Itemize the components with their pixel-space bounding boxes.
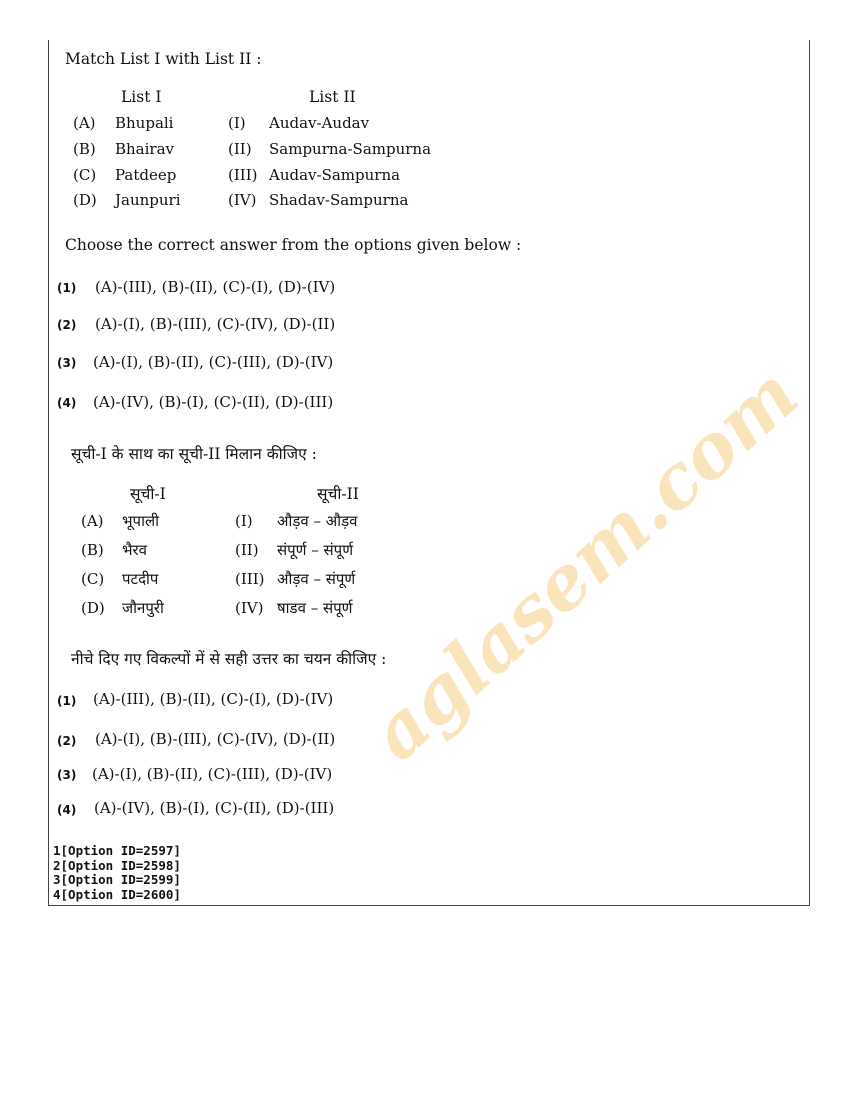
option-text: (A)-(IV), (B)-(I), (C)-(II), (D)-(III) (94, 799, 335, 817)
option-id-list (53, 844, 181, 902)
english-row-value: Audav-Sampurna (269, 166, 401, 184)
hindi-list2-header: सूची-II (317, 485, 359, 503)
hindi-row-key: (B) (81, 541, 104, 559)
option-text: (A)-(III), (B)-(II), (C)-(I), (D)-(IV) (95, 278, 336, 296)
english-row-key: (B) (73, 140, 96, 158)
hindi-list1-header: सूची-I (130, 485, 166, 503)
english-intro: Match List I with List II : (65, 50, 262, 68)
hindi-intro: सूची-I के साथ का सूची-II मिलान कीजिए : (71, 445, 317, 463)
english-list1-header: List I (121, 88, 162, 106)
english-row-value: Sampurna-Sampurna (269, 140, 432, 158)
option-id: 4[Option ID=2600] (53, 886, 181, 902)
hindi-row-value: औड़व – औड़व (277, 512, 358, 530)
option-id: 1[Option ID=2597] (53, 843, 181, 858)
hindi-row-value: औड़व – संपूर्ण (277, 570, 356, 588)
english-row-key: (A) (73, 114, 96, 132)
option-id: 3[Option ID=2599] (53, 872, 181, 887)
option-id: 2[Option ID=2598] (53, 857, 181, 873)
hindi-row-value: संपूर्ण – संपूर्ण (277, 541, 354, 559)
hindi-row-item: भैरव (122, 541, 148, 559)
option-number: (3) (57, 356, 77, 370)
option-number: (2) (57, 734, 77, 748)
option-text: (A)-(I), (B)-(III), (C)-(IV), (D)-(II) (95, 315, 336, 333)
hindi-row-key: (C) (81, 570, 105, 588)
english-row-item: Bhupali (115, 114, 174, 132)
english-prompt: Choose the correct answer from the options given below : (65, 236, 522, 254)
option-number: (3) (57, 768, 77, 782)
option-number: (1) (57, 281, 77, 295)
hindi-row-item: भूपाली (122, 512, 160, 530)
english-row-key: (C) (73, 166, 97, 184)
option-text: (A)-(III), (B)-(II), (C)-(I), (D)-(IV) (93, 690, 334, 708)
english-row-code: (IV) (228, 191, 257, 209)
hindi-row-item: जौनपुरी (122, 599, 164, 617)
english-row-item: Patdeep (115, 166, 177, 184)
option-text: (A)-(IV), (B)-(I), (C)-(II), (D)-(III) (93, 393, 334, 411)
english-row-code: (II) (228, 140, 252, 158)
hindi-row-key: (A) (81, 512, 104, 530)
english-row-code: (III) (228, 166, 258, 184)
hindi-row-code: (III) (235, 570, 265, 588)
option-number: (2) (57, 318, 77, 332)
english-row-item: Bhairav (115, 140, 175, 158)
hindi-row-item: पटदीप (122, 570, 159, 588)
hindi-prompt: नीचे दिए गए विकल्पों में से सही उत्तर का चयन कीजिए : (71, 650, 387, 668)
watermark-text: aglasem.com (354, 351, 815, 778)
option-text: (A)-(I), (B)-(II), (C)-(III), (D)-(IV) (93, 353, 334, 371)
option-number: (1) (57, 694, 77, 708)
english-row-code: (I) (228, 114, 246, 132)
hindi-row-key: (D) (81, 599, 105, 617)
english-row-key: (D) (73, 191, 97, 209)
english-row-value: Shadav-Sampurna (269, 191, 409, 209)
hindi-row-code: (I) (235, 512, 253, 530)
hindi-row-value: षाडव – संपूर्ण (277, 599, 353, 617)
option-number: (4) (57, 396, 77, 410)
hindi-row-code: (II) (235, 541, 259, 559)
english-row-item: Jaunpuri (115, 191, 181, 209)
option-number: (4) (57, 803, 77, 817)
hindi-row-code: (IV) (235, 599, 264, 617)
option-text: (A)-(I), (B)-(III), (C)-(IV), (D)-(II) (95, 730, 336, 748)
option-text: (A)-(I), (B)-(II), (C)-(III), (D)-(IV) (92, 765, 333, 783)
english-list2-header: List II (309, 88, 356, 106)
english-row-value: Audav-Audav (269, 114, 370, 132)
